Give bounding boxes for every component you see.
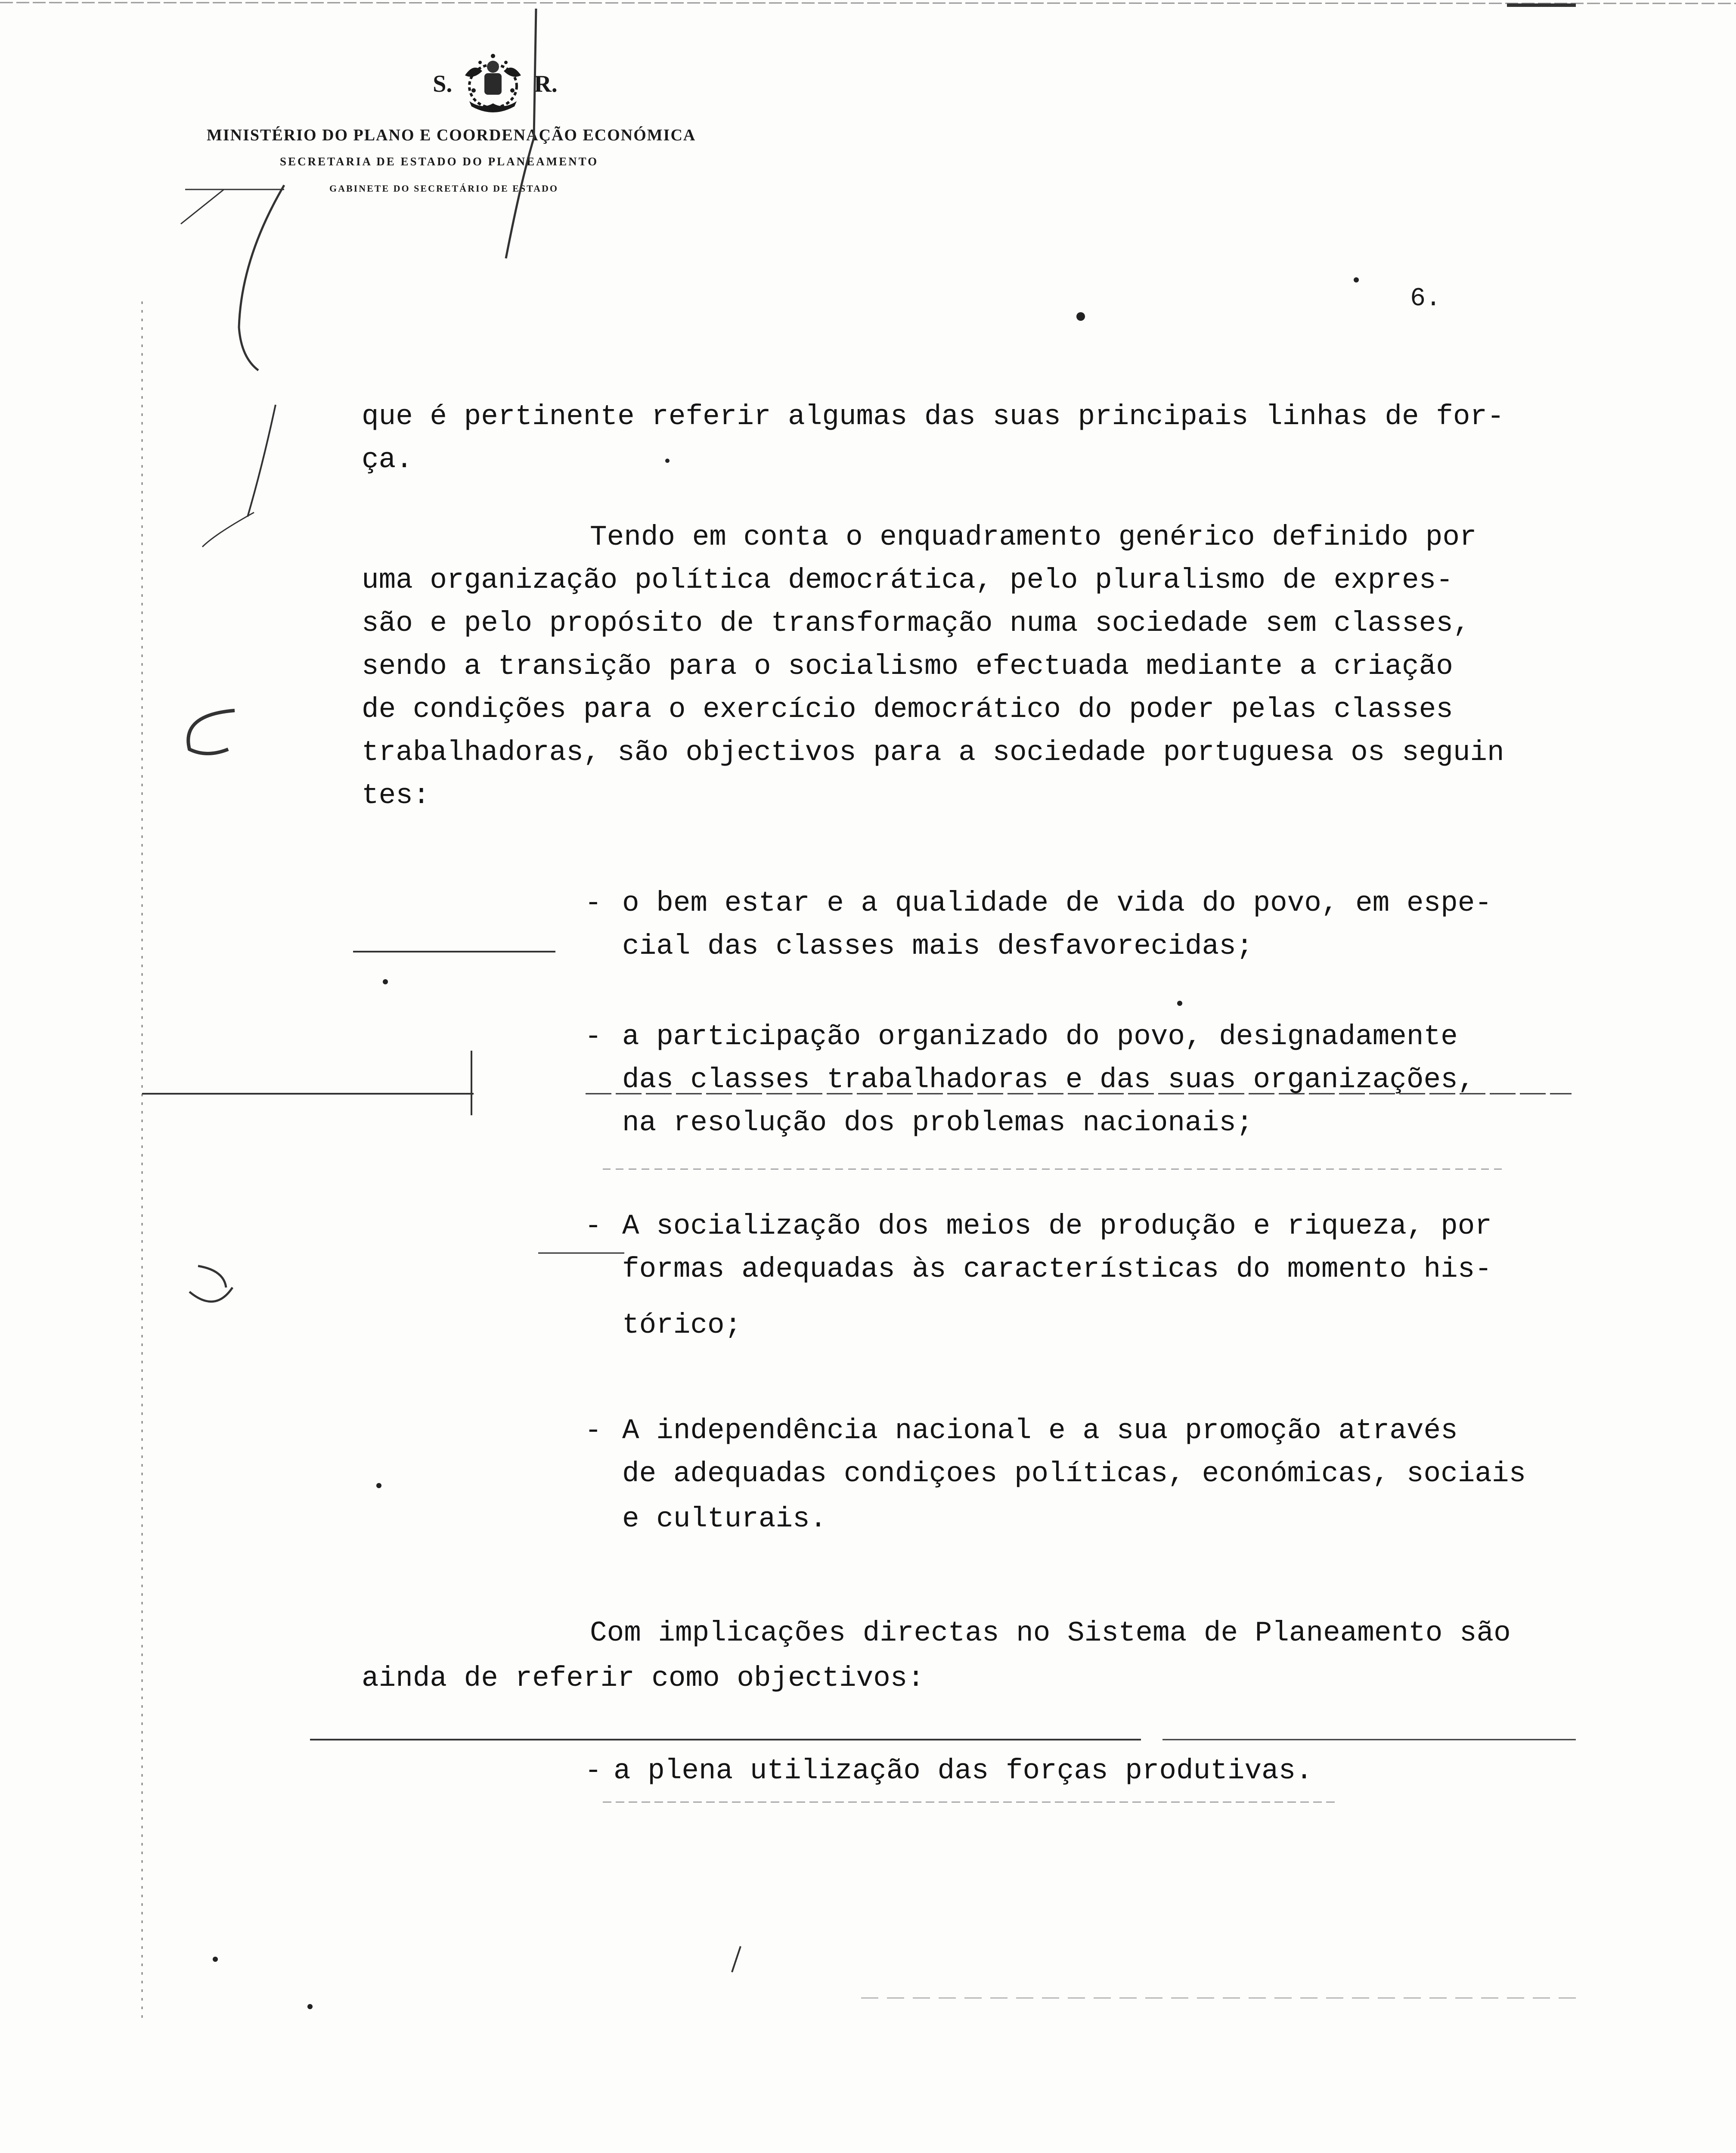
objective-2-line-1: a participação organizado do povo, designadamente (622, 1021, 1458, 1053)
objective-3-line-1: A socialização dos meios de produção e riqueza, por (622, 1210, 1492, 1242)
objective-3-dash: - (585, 1210, 602, 1242)
paragraph1-line-3: são e pelo propósito de transformação numa sociedade sem classes, (362, 607, 1470, 639)
paragraph2-line-1: Com implicações directas no Sistema de Planeamento são (590, 1617, 1511, 1649)
objective-4-line-2: de adequadas condiçoes políticas, económicas, sociais (622, 1458, 1526, 1490)
gabinete-name: GABINETE DO SECRETÁRIO DE ESTADO (329, 183, 559, 194)
objective-4-line-1: A independência nacional e a sua promoção através (622, 1415, 1458, 1447)
objective-1-line-2: cial das classes mais desfavorecidas; (622, 930, 1253, 962)
objective-4-dash: - (585, 1415, 602, 1447)
secretaria-name: SECRETARIA DE ESTADO DO PLANEAMENTO (280, 155, 599, 168)
page-number: 6. (1410, 284, 1442, 313)
planning-objective-dash: - (585, 1755, 602, 1787)
paragraph1-line-4: sendo a transição para o socialismo efectuada mediante a criação (362, 650, 1453, 683)
objective-4-line-3: e culturais. (622, 1503, 827, 1535)
objective-3-line-2: formas adequadas às características do momento his- (622, 1253, 1492, 1285)
intro-line-1: que é pertinente referir algumas das suas principais linhas de for- (362, 400, 1504, 433)
objective-1-line-1: o bem estar e a qualidade de vida do povo, em espe- (622, 887, 1492, 919)
letterhead-seal (396, 47, 594, 121)
paragraph1-line-7: tes: (362, 779, 430, 812)
coat-of-arms-icon (456, 50, 530, 118)
seal-letter-left: S. (433, 71, 453, 97)
paragraph1-line-6: trabalhadoras, são objectivos para a sociedade portuguesa os seguin (362, 736, 1504, 769)
objective-3-line-3: tórico; (622, 1309, 742, 1341)
paragraph1-line-5: de condições para o exercício democrático do poder pelas classes (362, 693, 1453, 726)
objective-2-line-3: na resolução dos problemas nacionais; (622, 1107, 1253, 1139)
seal-letter-right: R. (534, 71, 558, 97)
objective-2-line-2: das classes trabalhadoras e das suas organizações, (622, 1064, 1475, 1096)
planning-objective-line: a plena utilização das forças produtivas. (614, 1755, 1313, 1787)
objective-1-dash: - (585, 887, 602, 919)
paragraph2-line-2: ainda de referir como objectivos: (362, 1662, 925, 1694)
intro-line-2: ça. (362, 444, 413, 476)
ministry-name: MINISTÉRIO DO PLANO E COORDENAÇÃO ECONÓMICA (207, 126, 696, 144)
objective-2-dash: - (585, 1021, 602, 1053)
paragraph1-line-1: Tendo em conta o enquadramento genérico definido por (590, 521, 1477, 553)
paragraph1-line-2: uma organização política democrática, pelo pluralismo de expres- (362, 564, 1453, 596)
